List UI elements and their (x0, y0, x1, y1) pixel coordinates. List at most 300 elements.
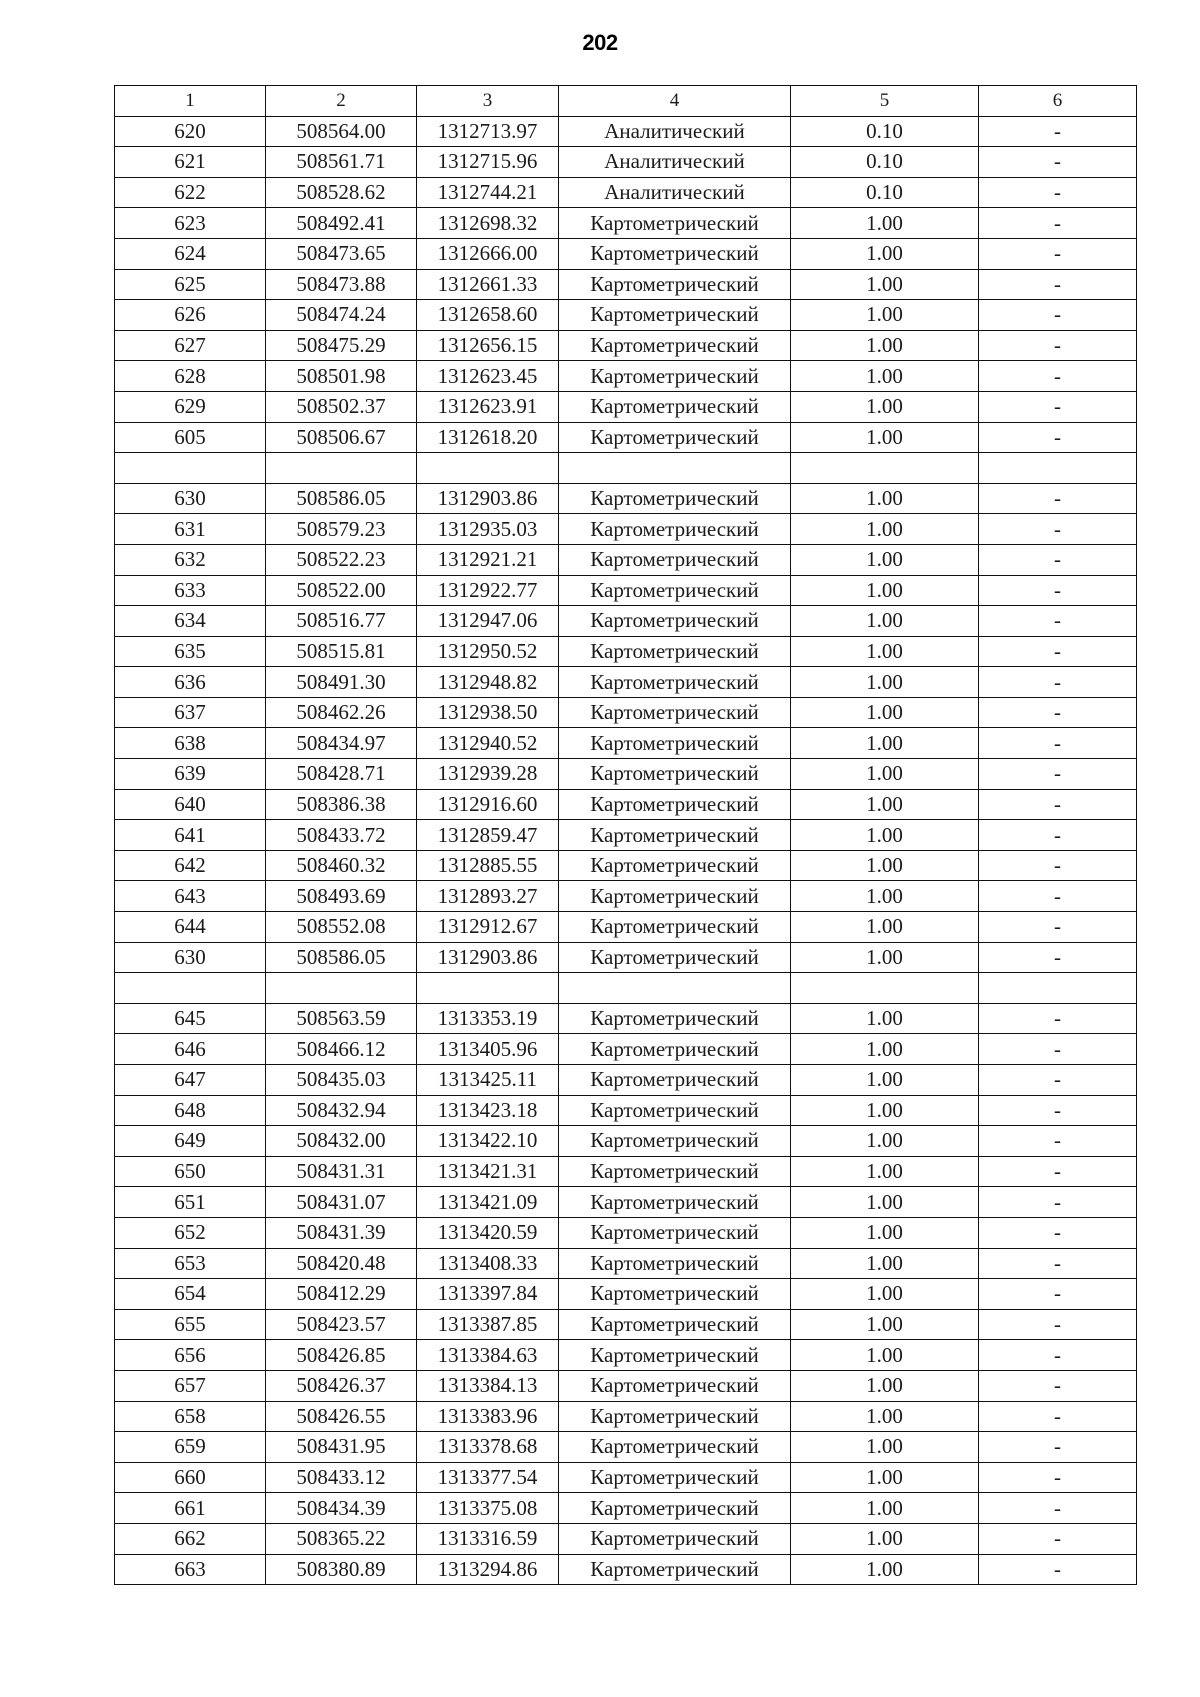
x-coordinate-cell: 508431.31 (266, 1156, 417, 1187)
x-coordinate-cell: 508380.89 (266, 1554, 417, 1585)
table-row (115, 514, 1137, 545)
y-coordinate-cell: 1312658.60 (417, 300, 559, 331)
accuracy-cell: 1.00 (791, 1065, 979, 1096)
method-cell: Картометрический (559, 1248, 791, 1279)
table-row (115, 1126, 1137, 1157)
accuracy-cell: 1.00 (791, 391, 979, 422)
method-cell: Картометрический (559, 1003, 791, 1034)
description-cell: - (979, 422, 1137, 453)
accuracy-cell: 1.00 (791, 942, 979, 973)
point-number-cell: 653 (115, 1248, 266, 1279)
point-number-cell: 624 (115, 238, 266, 269)
method-cell: Аналитический (559, 116, 791, 147)
table-row (115, 1248, 1137, 1279)
accuracy-cell: 1.00 (791, 330, 979, 361)
table-row (115, 544, 1137, 575)
table-row (115, 483, 1137, 514)
x-coordinate-cell: 508586.05 (266, 483, 417, 514)
point-number-cell: 639 (115, 759, 266, 790)
accuracy-cell: 1.00 (791, 300, 979, 331)
description-cell: - (979, 1401, 1137, 1432)
x-coordinate-cell: 508426.85 (266, 1340, 417, 1371)
table-row (115, 361, 1137, 392)
description-cell: - (979, 391, 1137, 422)
description-cell: - (979, 697, 1137, 728)
table-row (115, 1065, 1137, 1096)
description-cell: - (979, 1003, 1137, 1034)
y-coordinate-cell: 1312713.97 (417, 116, 559, 147)
y-coordinate-cell: 1312939.28 (417, 759, 559, 790)
description-cell: - (979, 759, 1137, 790)
point-number-cell: 641 (115, 820, 266, 851)
x-coordinate-cell: 508493.69 (266, 881, 417, 912)
method-cell: Картометрический (559, 942, 791, 973)
accuracy-cell: 1.00 (791, 1034, 979, 1065)
table-row (115, 1217, 1137, 1248)
point-number-cell: 656 (115, 1340, 266, 1371)
method-cell: Картометрический (559, 667, 791, 698)
point-number-cell: 621 (115, 147, 266, 178)
point-number-cell: 636 (115, 667, 266, 698)
method-cell: Картометрический (559, 1493, 791, 1524)
y-coordinate-cell: 1312656.15 (417, 330, 559, 361)
point-number-cell: 647 (115, 1065, 266, 1096)
method-cell (559, 973, 791, 1004)
method-cell: Картометрический (559, 912, 791, 943)
description-cell: - (979, 820, 1137, 851)
table-row (115, 1523, 1137, 1554)
x-coordinate-cell: 508432.94 (266, 1095, 417, 1126)
point-number-cell: 663 (115, 1554, 266, 1585)
x-coordinate-cell: 508433.72 (266, 820, 417, 851)
description-cell: - (979, 728, 1137, 759)
point-number-cell: 620 (115, 116, 266, 147)
table-row (115, 1432, 1137, 1463)
point-number-cell: 657 (115, 1370, 266, 1401)
table-row (115, 1187, 1137, 1218)
y-coordinate-cell: 1312938.50 (417, 697, 559, 728)
x-coordinate-cell: 508434.97 (266, 728, 417, 759)
method-cell: Аналитический (559, 177, 791, 208)
header-row (115, 86, 1137, 117)
x-coordinate-cell: 508579.23 (266, 514, 417, 545)
accuracy-cell: 1.00 (791, 208, 979, 239)
table-row (115, 330, 1137, 361)
accuracy-cell: 1.00 (791, 1554, 979, 1585)
accuracy-cell: 1.00 (791, 575, 979, 606)
table-row (115, 1279, 1137, 1310)
method-cell: Картометрический (559, 881, 791, 912)
description-cell: - (979, 1554, 1137, 1585)
table-row (115, 697, 1137, 728)
point-number-cell: 635 (115, 636, 266, 667)
table-row (115, 116, 1137, 147)
point-number-cell: 605 (115, 422, 266, 453)
point-number-cell: 633 (115, 575, 266, 606)
y-coordinate-cell: 1313422.10 (417, 1126, 559, 1157)
x-coordinate-cell: 508522.23 (266, 544, 417, 575)
x-coordinate-cell: 508466.12 (266, 1034, 417, 1065)
description-cell: - (979, 1065, 1137, 1096)
accuracy-cell: 0.10 (791, 116, 979, 147)
accuracy-cell: 1.00 (791, 820, 979, 851)
point-number-cell: 623 (115, 208, 266, 239)
accuracy-cell: 1.00 (791, 1217, 979, 1248)
y-coordinate-cell: 1312940.52 (417, 728, 559, 759)
accuracy-cell: 1.00 (791, 269, 979, 300)
table-row (115, 147, 1137, 178)
table-row (115, 177, 1137, 208)
y-coordinate-cell: 1313375.08 (417, 1493, 559, 1524)
method-cell: Картометрический (559, 544, 791, 575)
point-number-cell: 655 (115, 1309, 266, 1340)
table-row (115, 1309, 1137, 1340)
y-coordinate-cell: 1312916.60 (417, 789, 559, 820)
y-coordinate-cell: 1312744.21 (417, 177, 559, 208)
point-number-cell: 625 (115, 269, 266, 300)
point-number-cell: 646 (115, 1034, 266, 1065)
x-coordinate-cell: 508434.39 (266, 1493, 417, 1524)
y-coordinate-cell (417, 453, 559, 484)
table-row (115, 850, 1137, 881)
method-cell: Картометрический (559, 820, 791, 851)
table-row (115, 1095, 1137, 1126)
description-cell: - (979, 1034, 1137, 1065)
method-cell: Картометрический (559, 1065, 791, 1096)
table-row (115, 1493, 1137, 1524)
x-coordinate-cell: 508522.00 (266, 575, 417, 606)
x-coordinate-cell: 508515.81 (266, 636, 417, 667)
y-coordinate-cell: 1312623.91 (417, 391, 559, 422)
x-coordinate-cell: 508502.37 (266, 391, 417, 422)
accuracy-cell: 1.00 (791, 1187, 979, 1218)
accuracy-cell: 0.10 (791, 177, 979, 208)
point-number-cell: 637 (115, 697, 266, 728)
accuracy-cell: 1.00 (791, 728, 979, 759)
x-coordinate-cell: 508386.38 (266, 789, 417, 820)
y-coordinate-cell: 1312661.33 (417, 269, 559, 300)
description-cell: - (979, 330, 1137, 361)
y-coordinate-cell: 1313420.59 (417, 1217, 559, 1248)
table-row (115, 300, 1137, 331)
description-cell: - (979, 208, 1137, 239)
method-cell: Картометрический (559, 636, 791, 667)
point-number-cell (115, 973, 266, 1004)
accuracy-cell: 1.00 (791, 667, 979, 698)
description-cell: - (979, 606, 1137, 637)
description-cell: - (979, 942, 1137, 973)
table-row (115, 1340, 1137, 1371)
description-cell: - (979, 1493, 1137, 1524)
description-cell: - (979, 1432, 1137, 1463)
method-cell: Картометрический (559, 575, 791, 606)
point-number-cell: 662 (115, 1523, 266, 1554)
accuracy-cell: 1.00 (791, 636, 979, 667)
method-cell: Картометрический (559, 1370, 791, 1401)
table-row (115, 1554, 1137, 1585)
method-cell: Картометрический (559, 330, 791, 361)
x-coordinate-cell: 508433.12 (266, 1462, 417, 1493)
table-row (115, 667, 1137, 698)
description-cell: - (979, 850, 1137, 881)
accuracy-cell: 1.00 (791, 1340, 979, 1371)
y-coordinate-cell: 1313316.59 (417, 1523, 559, 1554)
x-coordinate-cell: 508474.24 (266, 300, 417, 331)
description-cell: - (979, 1340, 1137, 1371)
x-coordinate-cell: 508473.88 (266, 269, 417, 300)
accuracy-cell: 1.00 (791, 1279, 979, 1310)
accuracy-cell: 1.00 (791, 850, 979, 881)
point-number-cell: 645 (115, 1003, 266, 1034)
accuracy-cell: 1.00 (791, 483, 979, 514)
point-number-cell: 628 (115, 361, 266, 392)
method-cell: Картометрический (559, 606, 791, 637)
y-coordinate-cell: 1312859.47 (417, 820, 559, 851)
point-number-cell: 626 (115, 300, 266, 331)
description-cell: - (979, 269, 1137, 300)
y-coordinate-cell: 1313423.18 (417, 1095, 559, 1126)
y-coordinate-cell: 1313377.54 (417, 1462, 559, 1493)
x-coordinate-cell: 508365.22 (266, 1523, 417, 1554)
y-coordinate-cell: 1312618.20 (417, 422, 559, 453)
y-coordinate-cell: 1312885.55 (417, 850, 559, 881)
description-cell: - (979, 1462, 1137, 1493)
y-coordinate-cell: 1312948.82 (417, 667, 559, 698)
table-row (115, 1003, 1137, 1034)
description-cell: - (979, 912, 1137, 943)
table-row (115, 1370, 1137, 1401)
accuracy-cell: 1.00 (791, 606, 979, 637)
x-coordinate-cell: 508428.71 (266, 759, 417, 790)
description-cell: - (979, 1523, 1137, 1554)
description-cell: - (979, 514, 1137, 545)
x-coordinate-cell: 508561.71 (266, 147, 417, 178)
description-cell: - (979, 177, 1137, 208)
accuracy-cell: 1.00 (791, 1401, 979, 1432)
accuracy-cell: 1.00 (791, 697, 979, 728)
y-coordinate-cell: 1312912.67 (417, 912, 559, 943)
description-cell (979, 973, 1137, 1004)
table-row (115, 1156, 1137, 1187)
accuracy-cell (791, 973, 979, 1004)
point-number-cell: 659 (115, 1432, 266, 1463)
point-number-cell: 648 (115, 1095, 266, 1126)
table-header (115, 86, 1137, 117)
table-row (115, 422, 1137, 453)
table-body (115, 116, 1137, 1585)
x-coordinate-cell: 508586.05 (266, 942, 417, 973)
y-coordinate-cell: 1313384.13 (417, 1370, 559, 1401)
accuracy-cell: 1.00 (791, 1523, 979, 1554)
method-cell: Картометрический (559, 789, 791, 820)
x-coordinate-cell: 508432.00 (266, 1126, 417, 1157)
description-cell: - (979, 116, 1137, 147)
x-coordinate-cell: 508491.30 (266, 667, 417, 698)
method-cell: Картометрический (559, 238, 791, 269)
method-cell: Картометрический (559, 1340, 791, 1371)
description-cell: - (979, 1217, 1137, 1248)
method-cell: Картометрический (559, 1034, 791, 1065)
y-coordinate-cell: 1312893.27 (417, 881, 559, 912)
x-coordinate-cell: 508412.29 (266, 1279, 417, 1310)
method-cell: Картометрический (559, 1401, 791, 1432)
table-row (115, 636, 1137, 667)
description-cell: - (979, 147, 1137, 178)
method-cell: Картометрический (559, 1279, 791, 1310)
method-cell: Картометрический (559, 1217, 791, 1248)
description-cell: - (979, 1370, 1137, 1401)
y-coordinate-cell: 1312921.21 (417, 544, 559, 575)
method-cell: Аналитический (559, 147, 791, 178)
point-number-cell: 622 (115, 177, 266, 208)
accuracy-cell: 1.00 (791, 1462, 979, 1493)
x-coordinate-cell: 508426.55 (266, 1401, 417, 1432)
point-number-cell: 660 (115, 1462, 266, 1493)
table-row (115, 912, 1137, 943)
y-coordinate-cell: 1313405.96 (417, 1034, 559, 1065)
header-cell-point-number: 1 (115, 86, 266, 117)
method-cell: Картометрический (559, 697, 791, 728)
coordinates-table (114, 85, 1137, 1585)
method-cell: Картометрический (559, 483, 791, 514)
y-coordinate-cell: 1313397.84 (417, 1279, 559, 1310)
point-number-cell: 638 (115, 728, 266, 759)
point-number-cell: 651 (115, 1187, 266, 1218)
description-cell: - (979, 483, 1137, 514)
accuracy-cell: 1.00 (791, 789, 979, 820)
header-cell-method: 4 (559, 86, 791, 117)
method-cell: Картометрический (559, 300, 791, 331)
method-cell: Картометрический (559, 1462, 791, 1493)
method-cell: Картометрический (559, 1156, 791, 1187)
x-coordinate-cell: 508426.37 (266, 1370, 417, 1401)
y-coordinate-cell (417, 973, 559, 1004)
method-cell: Картометрический (559, 850, 791, 881)
method-cell: Картометрический (559, 208, 791, 239)
method-cell: Картометрический (559, 422, 791, 453)
method-cell: Картометрический (559, 728, 791, 759)
method-cell: Картометрический (559, 514, 791, 545)
point-number-cell: 652 (115, 1217, 266, 1248)
x-coordinate-cell: 508431.39 (266, 1217, 417, 1248)
description-cell: - (979, 1309, 1137, 1340)
table-row (115, 269, 1137, 300)
accuracy-cell (791, 453, 979, 484)
method-cell: Картометрический (559, 1554, 791, 1585)
description-cell: - (979, 1187, 1137, 1218)
description-cell: - (979, 636, 1137, 667)
y-coordinate-cell: 1313353.19 (417, 1003, 559, 1034)
y-coordinate-cell: 1313408.33 (417, 1248, 559, 1279)
accuracy-cell: 1.00 (791, 759, 979, 790)
accuracy-cell: 1.00 (791, 1095, 979, 1126)
method-cell: Картометрический (559, 759, 791, 790)
method-cell: Картометрический (559, 1523, 791, 1554)
accuracy-cell: 1.00 (791, 422, 979, 453)
method-cell: Картометрический (559, 1309, 791, 1340)
y-coordinate-cell: 1312935.03 (417, 514, 559, 545)
accuracy-cell: 0.10 (791, 147, 979, 178)
accuracy-cell: 1.00 (791, 1156, 979, 1187)
accuracy-cell: 1.00 (791, 881, 979, 912)
method-cell: Картометрический (559, 1095, 791, 1126)
method-cell (559, 453, 791, 484)
accuracy-cell: 1.00 (791, 1370, 979, 1401)
accuracy-cell: 1.00 (791, 1003, 979, 1034)
accuracy-cell: 1.00 (791, 238, 979, 269)
table-row (115, 1034, 1137, 1065)
x-coordinate-cell: 508516.77 (266, 606, 417, 637)
point-number-cell: 654 (115, 1279, 266, 1310)
description-cell: - (979, 238, 1137, 269)
y-coordinate-cell: 1313421.09 (417, 1187, 559, 1218)
table-row (115, 208, 1137, 239)
method-cell: Картометрический (559, 1432, 791, 1463)
y-coordinate-cell: 1313378.68 (417, 1432, 559, 1463)
x-coordinate-cell: 508431.95 (266, 1432, 417, 1463)
header-cell-description: 6 (979, 86, 1137, 117)
accuracy-cell: 1.00 (791, 1248, 979, 1279)
description-cell: - (979, 1095, 1137, 1126)
header-cell-x-coordinate: 2 (266, 86, 417, 117)
accuracy-cell: 1.00 (791, 1493, 979, 1524)
point-number-cell: 631 (115, 514, 266, 545)
description-cell: - (979, 544, 1137, 575)
table-row (115, 238, 1137, 269)
description-cell: - (979, 1248, 1137, 1279)
y-coordinate-cell: 1313425.11 (417, 1065, 559, 1096)
table-row (115, 453, 1137, 484)
accuracy-cell: 1.00 (791, 544, 979, 575)
x-coordinate-cell: 508506.67 (266, 422, 417, 453)
point-number-cell: 632 (115, 544, 266, 575)
table-row (115, 575, 1137, 606)
point-number-cell: 661 (115, 1493, 266, 1524)
point-number-cell: 658 (115, 1401, 266, 1432)
method-cell: Картометрический (559, 1187, 791, 1218)
description-cell: - (979, 1126, 1137, 1157)
x-coordinate-cell: 508462.26 (266, 697, 417, 728)
point-number-cell: 642 (115, 850, 266, 881)
y-coordinate-cell: 1313383.96 (417, 1401, 559, 1432)
x-coordinate-cell: 508528.62 (266, 177, 417, 208)
description-cell: - (979, 789, 1137, 820)
x-coordinate-cell: 508563.59 (266, 1003, 417, 1034)
y-coordinate-cell: 1312666.00 (417, 238, 559, 269)
table-row (115, 1462, 1137, 1493)
point-number-cell (115, 453, 266, 484)
description-cell (979, 453, 1137, 484)
description-cell: - (979, 1279, 1137, 1310)
accuracy-cell: 1.00 (791, 1126, 979, 1157)
y-coordinate-cell: 1313384.63 (417, 1340, 559, 1371)
description-cell: - (979, 575, 1137, 606)
y-coordinate-cell: 1313421.31 (417, 1156, 559, 1187)
description-cell: - (979, 881, 1137, 912)
table-row (115, 391, 1137, 422)
method-cell: Картометрический (559, 361, 791, 392)
table-row (115, 789, 1137, 820)
accuracy-cell: 1.00 (791, 1432, 979, 1463)
x-coordinate-cell: 508420.48 (266, 1248, 417, 1279)
table-row (115, 820, 1137, 851)
accuracy-cell: 1.00 (791, 361, 979, 392)
x-coordinate-cell: 508435.03 (266, 1065, 417, 1096)
y-coordinate-cell: 1312947.06 (417, 606, 559, 637)
point-number-cell: 634 (115, 606, 266, 637)
y-coordinate-cell: 1312623.45 (417, 361, 559, 392)
table-row (115, 942, 1137, 973)
